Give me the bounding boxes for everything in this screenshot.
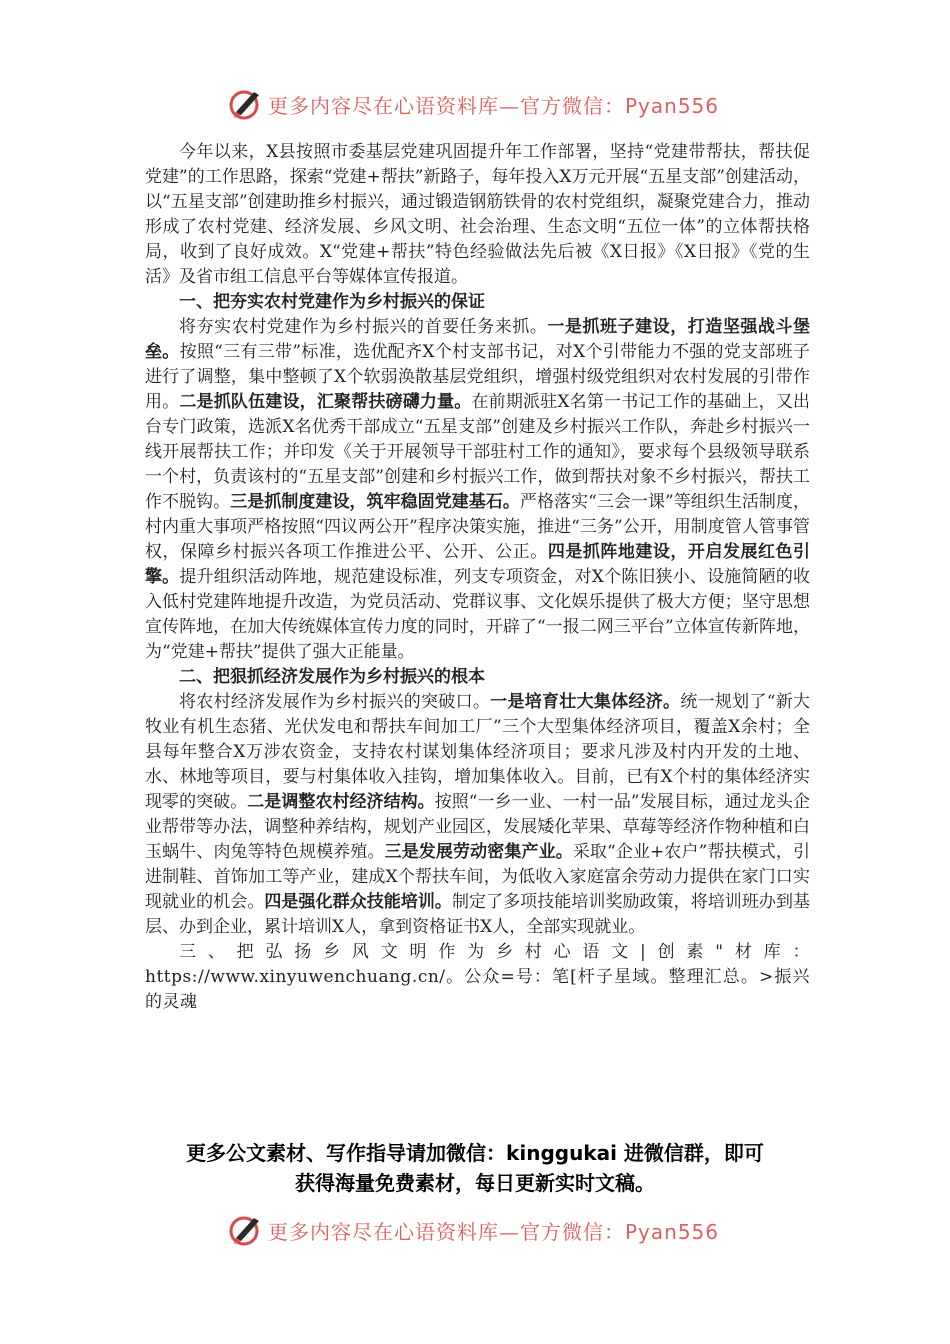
pen-logo-icon — [228, 1212, 264, 1248]
point-1-2: 二是抓队伍建设，汇聚帮扶磅礴力量。 — [179, 392, 472, 412]
section-3-line: 三、把弘扬乡风文明作为乡村心语文|创素"材库：https://www.xinyuwenchuang.cn/。公众=号：笔[杆子星域。整理汇总。>振兴的灵魂 — [145, 942, 810, 1012]
intro-paragraph: 今年以来，X县按照市委基层党建巩固提升年工作部署，坚持“党建带帮扶，帮扶促党建”的工作思路，探索“党建+帮扶”新路子，每年投入X万元开展“五星支部”创建活动，以“五星支部”创建助推乡村振兴，通过锻造钢筋铁骨的农村党组织，凝聚党建合力，推动形成了农村党建、经济发展、乡风文明、社会治理、生态文明“五位一体”的立体帮扶格局，收到了良好成效。X“党建+帮扶”特色经验做法先后被《X日报》《X日报》《党的生活》及省市组工信息平台等媒体宣传报道。 — [145, 142, 810, 287]
promo-line-1: 更多公文素材、写作指导请加微信：kinggukai 进微信群，即可 — [186, 1141, 764, 1165]
point-1-3: 三是抓制度建设，筑牢稳固党建基石。 — [230, 492, 520, 512]
section-heading-1: 一、把夯实农村党建作为乡村振兴的保证 — [179, 292, 485, 312]
banner-wechat-id: Pyan556 — [625, 1219, 720, 1244]
point-1-4: 四是抓阵地建设，开启发展红色引擎。 — [145, 542, 811, 587]
point-1-1: 一是抓班子建设，打造坚强战斗堡垒。 — [145, 317, 811, 362]
point-2-2: 二是调整农村经济结构。 — [247, 792, 435, 812]
banner-text: 更多内容尽在心语资料库—官方微信：Pyan556 — [268, 93, 720, 118]
point-2-4: 四是强化群众技能培训。 — [264, 892, 452, 912]
header-watermark-banner — [228, 84, 728, 124]
pen-logo-icon — [228, 86, 264, 122]
point-2-3: 三是发展劳动密集产业。 — [384, 842, 573, 862]
promo-line-2: 获得海量免费素材，每日更新实时文稿。 — [295, 1171, 655, 1195]
promo-notice — [140, 1138, 810, 1198]
point-2-1: 一是培育壮大集体经济。 — [490, 692, 681, 712]
article-body — [145, 140, 810, 1015]
banner-text: 更多内容尽在心语资料库—官方微信：Pyan556 — [268, 1219, 720, 1244]
section-1-paragraph: 将夯实农村党建作为乡村振兴的首要任务来抓。一是抓班子建设，打造坚强战斗堡垒。按照“三有三带”标准，选优配齐X个村支部书记，对X个引带能力不强的党支部班子进行了调整，集中整顿了X个软弱涣散基层党组织，增强村级党组织对农村发展的引带作用。二是抓队伍建设，汇聚帮扶磅礴力量。在前期派驻X名第一书记工作的基础上，又出台专门政策，选派X名优秀干部成立“五星支部”创建及乡村振兴工作队，奔赴乡村振兴一线开展帮扶工作；并印发《关于开展领导干部驻村工作的通知》，要求每个县级领导联系一个村，负责该村的“五星支部”创建和乡村振兴工作，做到帮扶对象不乡村振兴，帮扶工作不脱钩。三是抓制度建设，筑牢稳固党建基石。严格落实“三会一课”等组织生活制度，村内重大事项严格按照“四议两公开”程序决策实施，推进“三务”公开，用制度管人管事管权，保障乡村振兴各项工作推进公平、公开、公正。四是抓阵地建设，开启发展红色引擎。提升组织活动阵地，规范建设标准，列支专项资金，对X个陈旧狭小、设施简陋的收入低村党建阵地提升改造，为党员活动、党群议事、文化娱乐提供了极大方便；坚守思想宣传阵地，在加大传统媒体宣传力度的同时，开辟了“一报二网三平台”立体宣传新阵地，为“党建+帮扶”提供了强大正能量。 — [145, 317, 811, 662]
banner-wechat-id: Pyan556 — [625, 93, 720, 118]
footer-watermark-banner — [228, 1210, 728, 1250]
section-2-paragraph: 将农村经济发展作为乡村振兴的突破口。一是培育壮大集体经济。统一规划了“新大牧业有机生态猪、光伏发电和帮扶车间加工厂”三个大型集体经济项目，覆盖X余村；全县每年整合X万涉农资金，支持农村谋划集体经济项目；要求凡涉及村内开发的土地、水、林地等项目，要与村集体收入挂钩，增加集体收入。目前，已有X个村的集体经济实现零的突破。二是调整农村经济结构。按照“一乡一业、一村一品”发展目标，通过龙头企业帮带等办法，调整种养结构，规划产业园区，发展矮化苹果、草莓等经济作物种植和白玉蜗牛、肉兔等特色规模养殖。三是发展劳动密集产业。采取“企业+农户”帮扶模式，引进制鞋、首饰加工等产业，建成X个帮扶车间，为低收入家庭富余劳动力提供在家门口实现就业的机会。四是强化群众技能培训。制定了多项技能培训奖励政策，将培训班办到基层、办到企业，累计培训X人，拿到资格证书X人，全部实现就业。 — [145, 692, 811, 937]
section-heading-2: 二、把狠抓经济发展作为乡村振兴的根本 — [179, 667, 485, 687]
